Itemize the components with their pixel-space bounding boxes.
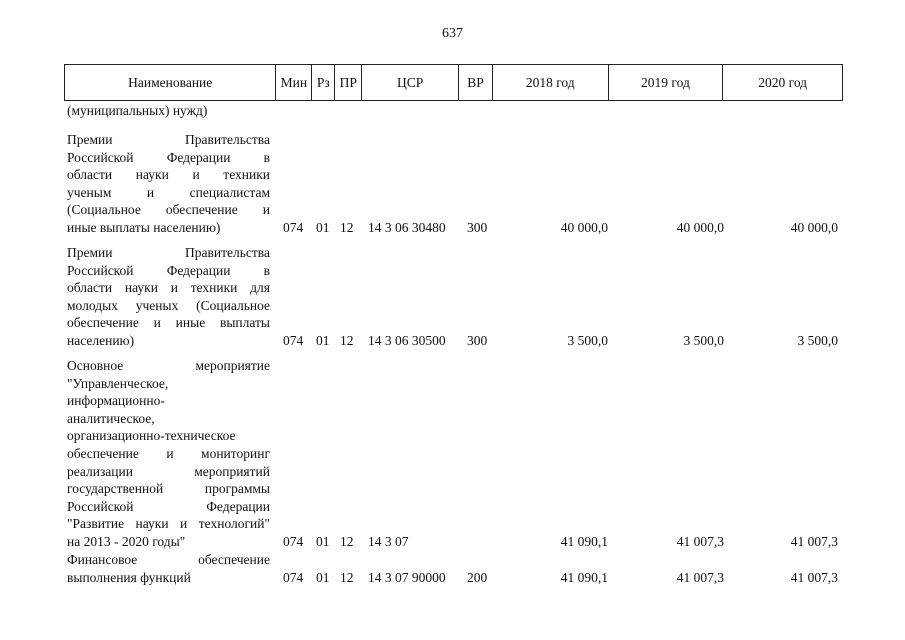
cell-rz: 01	[316, 569, 330, 585]
cell-vr: 300	[467, 220, 488, 235]
header-2020: 2020 год	[758, 74, 808, 90]
row-name-line: Финансовое обеспечение	[67, 552, 270, 567]
cell-y2018: 41 090,1	[560, 569, 608, 585]
cell-y2019: 41 007,3	[676, 534, 724, 549]
cell-y2020: 41 007,3	[790, 569, 838, 585]
row-name-line: области науки и техники для	[67, 280, 270, 296]
row-name-line: Российской Федерации в	[67, 149, 270, 165]
header-min: Мин	[276, 65, 312, 100]
cell-min: 074	[283, 569, 304, 585]
cell-csr: 14 3 07	[368, 534, 409, 549]
header-name: Наименование	[65, 65, 276, 100]
row-name-line: организационно-техническое	[67, 428, 236, 444]
row-name-line: выполнения функций	[67, 569, 191, 585]
cell-y2018: 3 500,0	[567, 333, 608, 348]
row-name	[67, 131, 270, 237]
cell-min: 074	[283, 333, 304, 348]
row-name	[67, 357, 270, 551]
row-name-line: Российской Федерации в	[67, 262, 270, 278]
row-name-line: "Управленческое,	[67, 375, 169, 391]
row-name-line: Российской Федерации	[67, 498, 270, 514]
cell-y2020: 40 000,0	[790, 220, 838, 235]
row-name-line: реализации мероприятий	[67, 463, 270, 479]
cell-rz: 01	[316, 534, 330, 549]
row-name-line: обеспечение и мониторинг	[67, 445, 270, 461]
cell-pr: 12	[340, 534, 354, 549]
cell-csr: 14 3 07 90000	[368, 569, 446, 585]
row-name-line: информационно-	[67, 393, 165, 409]
row-name-line: обеспечение и иные выплаты	[67, 315, 270, 331]
row-name	[67, 102, 270, 120]
cell-y2019: 40 000,0	[676, 220, 724, 235]
cell-pr: 12	[340, 220, 354, 235]
row-name-line: государственной программы	[67, 481, 270, 497]
row-name-line: Премии Правительства	[67, 132, 270, 147]
page-number: 637	[442, 26, 463, 41]
row-name-line: на 2013 - 2020 годы"	[67, 533, 186, 549]
cell-csr: 14 3 06 30500	[368, 333, 446, 348]
header-2018: 2018 год	[493, 65, 609, 100]
cell-vr: 300	[467, 333, 488, 348]
cell-y2018: 41 090,1	[560, 534, 608, 549]
header-pr: ПР	[335, 65, 362, 100]
row-name	[67, 244, 270, 350]
cell-y2019: 41 007,3	[676, 569, 724, 585]
cell-pr: 12	[340, 569, 354, 585]
cell-min: 074	[283, 534, 304, 549]
header-csr: ЦСР	[362, 65, 459, 100]
row-name-line: населению)	[67, 332, 135, 348]
cell-rz: 01	[316, 220, 330, 235]
header-vr: ВР	[459, 65, 493, 100]
cell-pr: 12	[340, 333, 354, 348]
row-name-line: аналитическое,	[67, 410, 155, 426]
table-header	[64, 64, 843, 101]
row-name-line: области науки и техники	[67, 167, 270, 183]
row-name-line: ученым и специалистам	[67, 184, 270, 200]
cell-y2020: 3 500,0	[797, 333, 838, 348]
row-name	[67, 551, 270, 586]
row-name-line: Премии Правительства	[67, 245, 270, 260]
row-name-line: (муниципальных) нужд)	[67, 103, 208, 118]
header-2019: 2019 год	[609, 65, 724, 100]
cell-y2018: 40 000,0	[560, 220, 608, 235]
row-name-line: "Развитие науки и технологий"	[67, 516, 270, 532]
row-name-line: молодых ученых (Социальное	[67, 297, 270, 313]
row-name-line: иные выплаты населению)	[67, 219, 221, 235]
cell-csr: 14 3 06 30480	[368, 220, 446, 235]
cell-y2019: 3 500,0	[683, 333, 724, 348]
cell-min: 074	[283, 220, 304, 235]
cell-rz: 01	[316, 333, 330, 348]
row-name-line: Основное мероприятие	[67, 358, 270, 373]
header-rz: Рз	[312, 65, 335, 100]
cell-vr: 200	[467, 569, 488, 585]
row-name-line: (Социальное обеспечение и	[67, 202, 270, 218]
cell-y2020: 41 007,3	[790, 534, 838, 549]
